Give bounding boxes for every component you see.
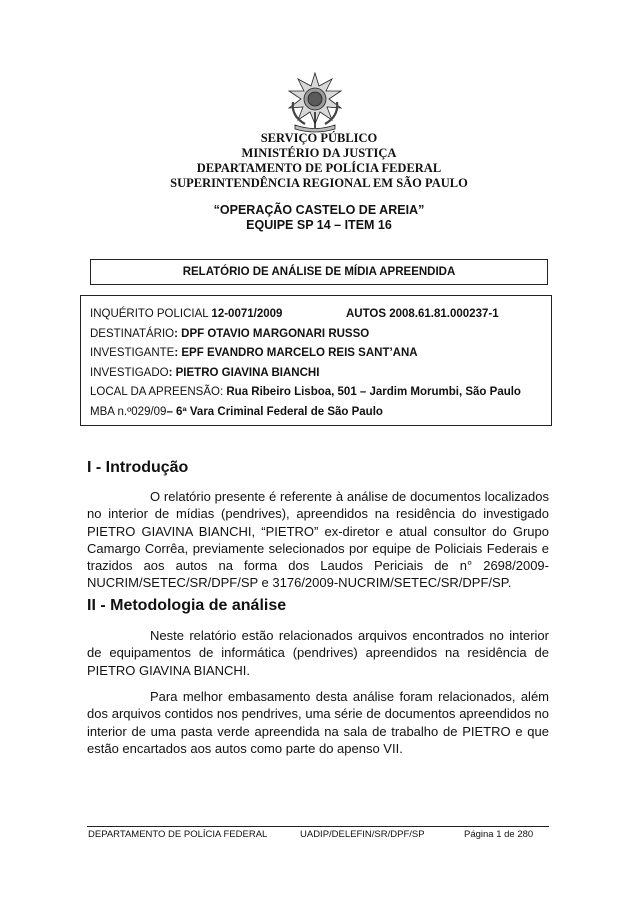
local-value: Rua Ribeiro Lisboa, 501 – Jardim Morumbi, São Paulo <box>226 386 521 398</box>
header-superintendence: SUPERINTENDÊNCIA REGIONAL EM SÃO PAULO <box>170 176 468 190</box>
text-line: de equipamentos de informática (pendrives) apreendidos na residência de <box>87 645 549 661</box>
brazil-coat-of-arms-icon <box>283 72 347 134</box>
header-service: SERVIÇO PÚBLICO <box>260 131 378 145</box>
section2-paragraph-2 <box>87 688 549 757</box>
local-row <box>90 382 551 402</box>
autos-number: AUTOS 2008.61.81.000237-1 <box>346 308 499 320</box>
footer-unit: UADIP/DELEFIN/SR/DPF/SP <box>300 829 425 840</box>
text-line: estão encartados aos autos como parte do apenso VII. <box>87 740 403 756</box>
text-line: Camargo Corrêa, previamente selecionados por equipe de Policiais Federais e <box>87 540 549 556</box>
case-info-box <box>80 295 552 426</box>
text-line: Neste relatório estão relacionados arquivos encontrados no interior <box>150 628 549 643</box>
text-line: trazidos aos autos na forma dos Laudos Periciais de n° 2698/2009- <box>87 558 549 574</box>
destinatario-label: DESTINATÁRIO <box>90 327 175 340</box>
operation-name: “OPERAÇÃO CASTELO DE AREIA” <box>213 203 425 217</box>
mba-label: MBA n.º029/09 <box>90 405 167 418</box>
investigado-row <box>90 363 551 383</box>
mba-value: – 6ª Vara Criminal Federal de São Paulo <box>166 405 383 418</box>
text-line: O relatório presente é referente à análise de documentos localizados <box>150 489 549 504</box>
text-line: PIETRO GIAVINA BIANCHI, “PIETRO” ex-diretor e atual consultor do Grupo <box>87 523 549 539</box>
investigante-value: : EPF EVANDRO MARCELO REIS SANT’ANA <box>174 347 418 359</box>
section1-paragraph <box>87 488 549 592</box>
inquerito-value: 12-0071/2009 <box>211 308 283 320</box>
destinatario-row <box>90 324 551 344</box>
text-line: Para melhor embasamento desta análise foram relacionados, além <box>150 689 549 704</box>
investigado-label: INVESTIGADO <box>90 366 169 379</box>
footer-department: DEPARTAMENTO DE POLÍCIA FEDERAL <box>88 829 268 840</box>
section2-paragraph-1 <box>87 627 549 679</box>
header-department: DEPARTAMENTO DE POLÍCIA FEDERAL <box>196 161 442 175</box>
mba-row <box>90 402 551 422</box>
report-title: RELATÓRIO DE ANÁLISE DE MÍDIA APREENDIDA <box>182 266 456 278</box>
report-title-box <box>90 259 548 285</box>
destinatario-value: : DPF OTAVIO MARGONARI RUSSO <box>174 327 370 340</box>
text-line: NUCRIM/SETEC/SR/DPF/SP e 3176/2009-NUCRIM/SETEC/SR/DPF/SP. <box>87 575 512 591</box>
operation-team: EQUIPE SP 14 – ITEM 16 <box>246 218 392 232</box>
section2-heading: II - Metodologia de análise <box>87 597 287 614</box>
header-ministry: MINISTÉRIO DA JUSTIÇA <box>241 146 397 160</box>
text-line: dos arquivos contidos nos pendrives, uma série de documentos apreendidos no <box>87 706 549 722</box>
section1-heading: I - Introdução <box>87 459 189 476</box>
text-line: PIETRO GIAVINA BIANCHI. <box>87 662 251 678</box>
inquerito-label: INQUÉRITO POLICIAL <box>90 308 212 320</box>
investigado-value: : PIETRO GIAVINA BIANCHI <box>168 366 320 379</box>
investigante-row <box>90 343 551 363</box>
footer-page-number: Página 1 de 280 <box>464 829 534 840</box>
text-line: no interior de mídias (pendrives), apreendidos na residência do investigado <box>87 506 549 522</box>
text-line: interior de uma pasta verde apreendida na sala de trabalho de PIETRO e que <box>87 723 549 739</box>
investigante-label: INVESTIGANTE <box>90 347 175 359</box>
local-label: LOCAL DA APREENSÃO: <box>90 386 227 398</box>
inquerito-row <box>90 304 551 324</box>
footer-divider <box>87 826 549 827</box>
